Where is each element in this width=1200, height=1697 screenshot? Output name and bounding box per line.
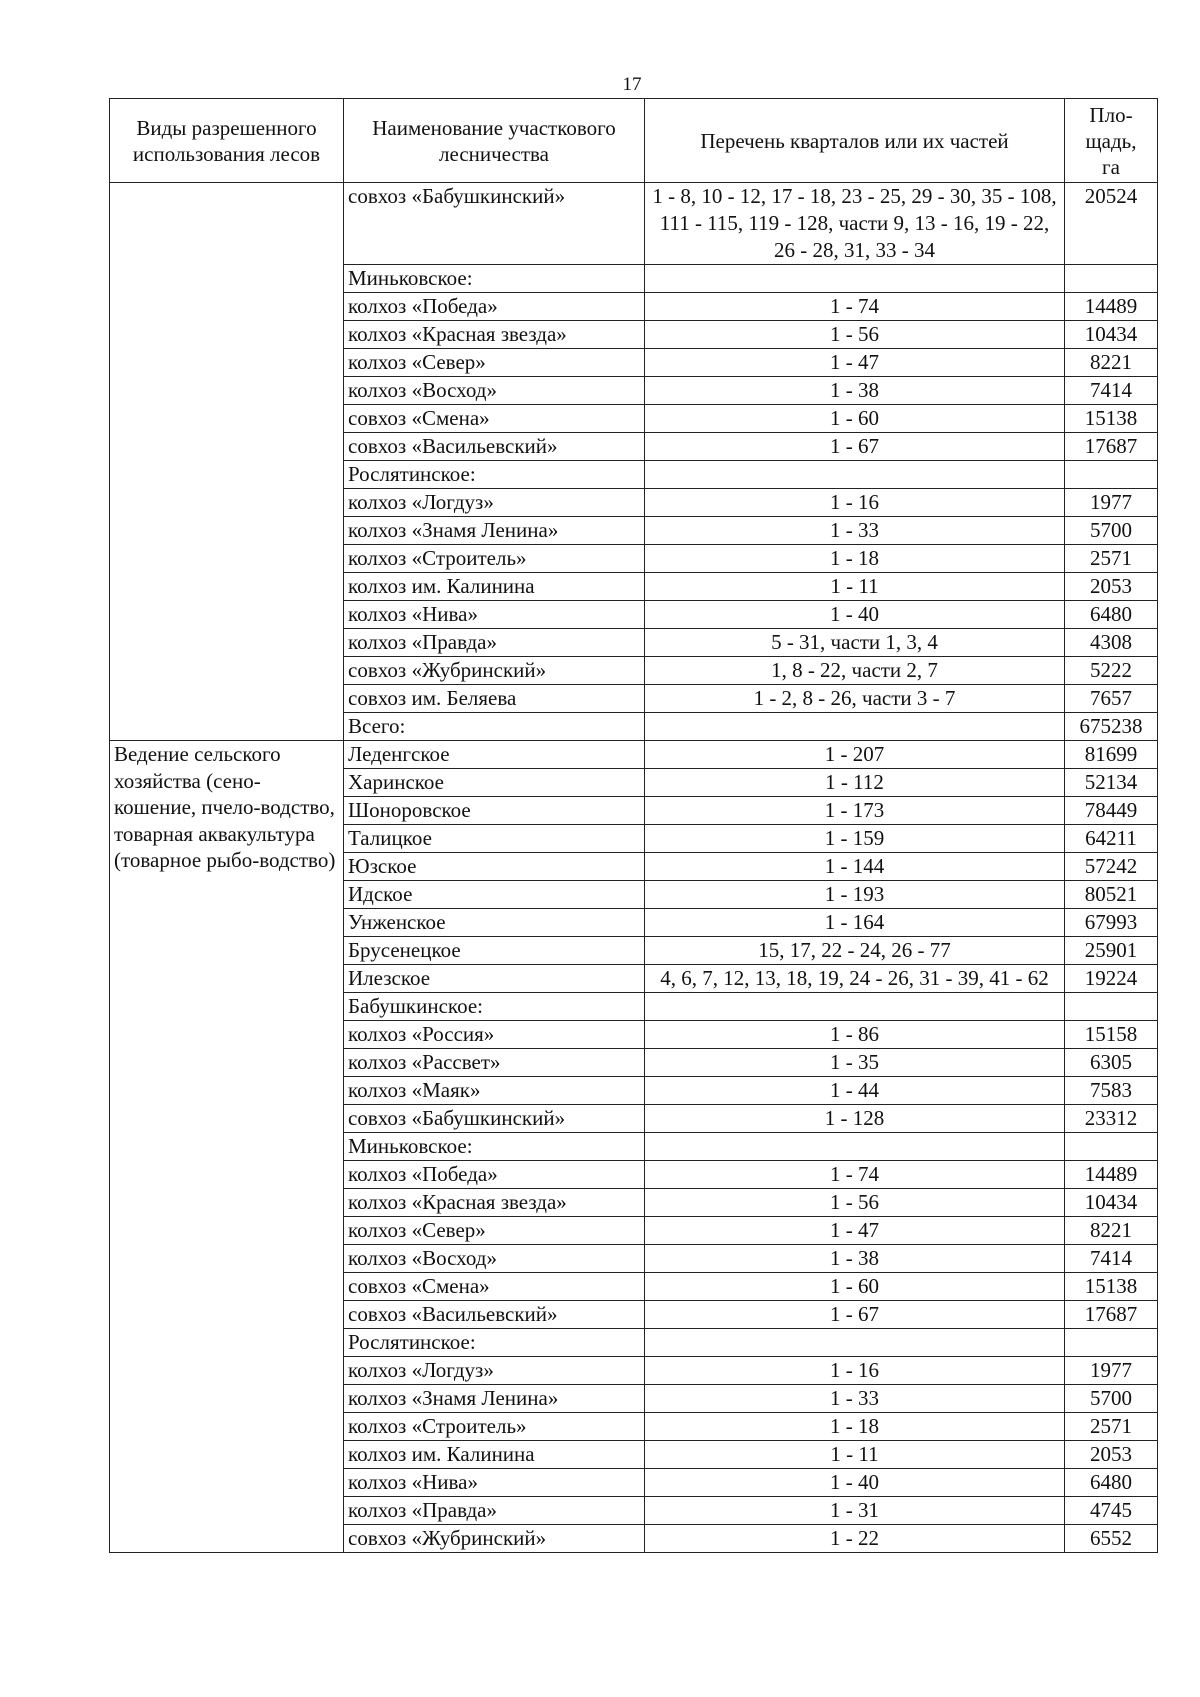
forestry-name-cell: колхоз «Знамя Ленина»: [344, 1385, 645, 1413]
area-cell: 52134: [1065, 769, 1158, 797]
forestry-name-cell: Рослятинское:: [344, 461, 645, 489]
quarters-cell: 1 - 47: [645, 349, 1065, 377]
forestry-name-cell: колхоз «Логдуз»: [344, 489, 645, 517]
area-cell: 57242: [1065, 853, 1158, 881]
table-body: [110, 183, 1158, 1553]
area-cell: 23312: [1065, 1105, 1158, 1133]
quarters-cell: 1 - 40: [645, 1469, 1065, 1497]
forestry-name-cell: Харинское: [344, 769, 645, 797]
use-type-cell: Ведение сельского хозяйства (сено-кошение, пчело-водство, товарная аквакультура (товарное рыбо-водство): [110, 741, 344, 1553]
quarters-cell: 1 - 159: [645, 825, 1065, 853]
table-row: [110, 741, 1158, 769]
area-cell: 2571: [1065, 545, 1158, 573]
quarters-cell: 1 - 16: [645, 489, 1065, 517]
forestry-name-cell: колхоз «Восход»: [344, 377, 645, 405]
forestry-name-cell: Шоноровское: [344, 797, 645, 825]
area-cell: 1977: [1065, 489, 1158, 517]
forestry-name-cell: Миньковское:: [344, 265, 645, 293]
area-cell: 5700: [1065, 1385, 1158, 1413]
forestry-name-cell: колхоз «Красная звезда»: [344, 321, 645, 349]
quarters-cell: [645, 993, 1065, 1021]
quarters-cell: 1 - 60: [645, 405, 1065, 433]
forest-use-table: [109, 98, 1158, 1553]
area-cell: 81699: [1065, 741, 1158, 769]
forestry-name-cell: совхоз «Жубринский»: [344, 1525, 645, 1553]
forestry-name-cell: колхоз «Победа»: [344, 293, 645, 321]
forestry-name-cell: совхоз «Жубринский»: [344, 657, 645, 685]
area-cell: 8221: [1065, 1217, 1158, 1245]
area-cell: 5222: [1065, 657, 1158, 685]
area-cell: 17687: [1065, 433, 1158, 461]
table-header: [110, 99, 1158, 183]
forestry-name-cell: колхоз «Победа»: [344, 1161, 645, 1189]
area-cell: 2053: [1065, 573, 1158, 601]
area-cell: 78449: [1065, 797, 1158, 825]
quarters-cell: [645, 713, 1065, 741]
quarters-cell: 1 - 128: [645, 1105, 1065, 1133]
quarters-cell: [645, 1329, 1065, 1357]
area-cell: 67993: [1065, 909, 1158, 937]
quarters-cell: 1 - 86: [645, 1021, 1065, 1049]
area-cell: 6480: [1065, 1469, 1158, 1497]
forestry-name-cell: Илезское: [344, 965, 645, 993]
forestry-name-cell: колхоз «Знамя Ленина»: [344, 517, 645, 545]
area-cell: 6305: [1065, 1049, 1158, 1077]
quarters-cell: 1 - 22: [645, 1525, 1065, 1553]
forestry-name-cell: колхоз им. Калинина: [344, 573, 645, 601]
area-cell: 15158: [1065, 1021, 1158, 1049]
forestry-name-cell: Леденгское: [344, 741, 645, 769]
forestry-name-cell: колхоз «Маяк»: [344, 1077, 645, 1105]
area-cell: 7414: [1065, 377, 1158, 405]
area-cell: 80521: [1065, 881, 1158, 909]
forestry-name-cell: колхоз «Север»: [344, 349, 645, 377]
quarters-cell: 1 - 164: [645, 909, 1065, 937]
quarters-cell: 1 - 56: [645, 321, 1065, 349]
area-cell: 19224: [1065, 965, 1158, 993]
quarters-cell: 1 - 35: [645, 1049, 1065, 1077]
forestry-name-cell: колхоз «Строитель»: [344, 1413, 645, 1441]
header-use-type: Виды разрешенного использования лесов: [110, 99, 344, 183]
quarters-cell: 1 - 193: [645, 881, 1065, 909]
quarters-cell: [645, 1133, 1065, 1161]
quarters-cell: 1 - 33: [645, 1385, 1065, 1413]
forestry-name-cell: совхоз им. Беляева: [344, 685, 645, 713]
quarters-cell: 1 - 40: [645, 601, 1065, 629]
use-type-cell: [110, 183, 344, 741]
quarters-cell: 1 - 33: [645, 517, 1065, 545]
forestry-name-cell: колхоз «Рассвет»: [344, 1049, 645, 1077]
area-cell: 15138: [1065, 1273, 1158, 1301]
page-number: 17: [622, 74, 642, 95]
forestry-name-cell: Рослятинское:: [344, 1329, 645, 1357]
forestry-name-cell: Всего:: [344, 713, 645, 741]
forestry-name-cell: колхоз «Правда»: [344, 1497, 645, 1525]
area-cell: 5700: [1065, 517, 1158, 545]
quarters-cell: 1 - 11: [645, 1441, 1065, 1469]
quarters-cell: 1 - 11: [645, 573, 1065, 601]
table-row: [110, 183, 1158, 265]
forestry-name-cell: колхоз «Север»: [344, 1217, 645, 1245]
quarters-cell: 1, 8 - 22, части 2, 7: [645, 657, 1065, 685]
forestry-name-cell: колхоз «Нива»: [344, 601, 645, 629]
area-cell: 10434: [1065, 321, 1158, 349]
area-cell: 6552: [1065, 1525, 1158, 1553]
forestry-name-cell: Идское: [344, 881, 645, 909]
area-cell: 25901: [1065, 937, 1158, 965]
area-cell: 14489: [1065, 293, 1158, 321]
forestry-name-cell: Юзское: [344, 853, 645, 881]
area-cell: 2571: [1065, 1413, 1158, 1441]
area-cell: 10434: [1065, 1189, 1158, 1217]
header-area: Пло- щадь, га: [1065, 99, 1158, 183]
forestry-name-cell: Бабушкинское:: [344, 993, 645, 1021]
area-cell: 20524: [1065, 183, 1158, 265]
quarters-cell: 1 - 67: [645, 1301, 1065, 1329]
forestry-name-cell: Брусенецкое: [344, 937, 645, 965]
quarters-cell: 15, 17, 22 - 24, 26 - 77: [645, 937, 1065, 965]
forestry-name-cell: колхоз «Красная звезда»: [344, 1189, 645, 1217]
area-cell: 4308: [1065, 629, 1158, 657]
area-cell: 4745: [1065, 1497, 1158, 1525]
quarters-cell: 1 - 144: [645, 853, 1065, 881]
quarters-cell: 4, 6, 7, 12, 13, 18, 19, 24 - 26, 31 - 39, 41 - 62: [645, 965, 1065, 993]
quarters-cell: 1 - 60: [645, 1273, 1065, 1301]
quarters-cell: 1 - 38: [645, 377, 1065, 405]
quarters-cell: 1 - 173: [645, 797, 1065, 825]
quarters-cell: 5 - 31, части 1, 3, 4: [645, 629, 1065, 657]
forestry-name-cell: Талицкое: [344, 825, 645, 853]
quarters-cell: 1 - 112: [645, 769, 1065, 797]
quarters-cell: 1 - 74: [645, 1161, 1065, 1189]
forestry-name-cell: Унженское: [344, 909, 645, 937]
forestry-name-cell: совхоз «Бабушкинский»: [344, 183, 645, 265]
area-cell: 17687: [1065, 1301, 1158, 1329]
area-cell: 675238: [1065, 713, 1158, 741]
forestry-name-cell: совхоз «Смена»: [344, 405, 645, 433]
quarters-cell: 1 - 67: [645, 433, 1065, 461]
quarters-cell: [645, 461, 1065, 489]
quarters-cell: 1 - 18: [645, 545, 1065, 573]
area-cell: 6480: [1065, 601, 1158, 629]
area-cell: [1065, 993, 1158, 1021]
header-forestry: Наименование участкового лесничества: [344, 99, 645, 183]
quarters-cell: [645, 265, 1065, 293]
area-cell: 8221: [1065, 349, 1158, 377]
area-cell: 1977: [1065, 1357, 1158, 1385]
area-cell: [1065, 1329, 1158, 1357]
area-cell: 64211: [1065, 825, 1158, 853]
area-cell: 7657: [1065, 685, 1158, 713]
forestry-name-cell: колхоз «Россия»: [344, 1021, 645, 1049]
quarters-cell: 1 - 31: [645, 1497, 1065, 1525]
quarters-cell: 1 - 74: [645, 293, 1065, 321]
forestry-name-cell: колхоз «Строитель»: [344, 545, 645, 573]
quarters-cell: 1 - 38: [645, 1245, 1065, 1273]
header-quarters: Перечень кварталов или их частей: [645, 99, 1065, 183]
forestry-name-cell: совхоз «Бабушкинский»: [344, 1105, 645, 1133]
forestry-name-cell: колхоз «Логдуз»: [344, 1357, 645, 1385]
area-cell: [1065, 461, 1158, 489]
area-cell: 14489: [1065, 1161, 1158, 1189]
area-cell: [1065, 265, 1158, 293]
forestry-name-cell: совхоз «Смена»: [344, 1273, 645, 1301]
forestry-name-cell: совхоз «Васильевский»: [344, 1301, 645, 1329]
quarters-cell: 1 - 8, 10 - 12, 17 - 18, 23 - 25, 29 - 30, 35 - 108, 111 - 115, 119 - 128, части 9, 13 - 16, 19 - 22, 26 - 28, 31, 33 - 34: [645, 183, 1065, 265]
quarters-cell: 1 - 44: [645, 1077, 1065, 1105]
quarters-cell: 1 - 16: [645, 1357, 1065, 1385]
quarters-cell: 1 - 18: [645, 1413, 1065, 1441]
quarters-cell: 1 - 47: [645, 1217, 1065, 1245]
forestry-name-cell: совхоз «Васильевский»: [344, 433, 645, 461]
area-cell: 7583: [1065, 1077, 1158, 1105]
forestry-name-cell: Миньковское:: [344, 1133, 645, 1161]
area-cell: 2053: [1065, 1441, 1158, 1469]
forestry-name-cell: колхоз «Восход»: [344, 1245, 645, 1273]
forestry-name-cell: колхоз им. Калинина: [344, 1441, 645, 1469]
area-cell: 15138: [1065, 405, 1158, 433]
quarters-cell: 1 - 56: [645, 1189, 1065, 1217]
forestry-name-cell: колхоз «Правда»: [344, 629, 645, 657]
forestry-name-cell: колхоз «Нива»: [344, 1469, 645, 1497]
quarters-cell: 1 - 2, 8 - 26, части 3 - 7: [645, 685, 1065, 713]
area-cell: [1065, 1133, 1158, 1161]
quarters-cell: 1 - 207: [645, 741, 1065, 769]
area-cell: 7414: [1065, 1245, 1158, 1273]
